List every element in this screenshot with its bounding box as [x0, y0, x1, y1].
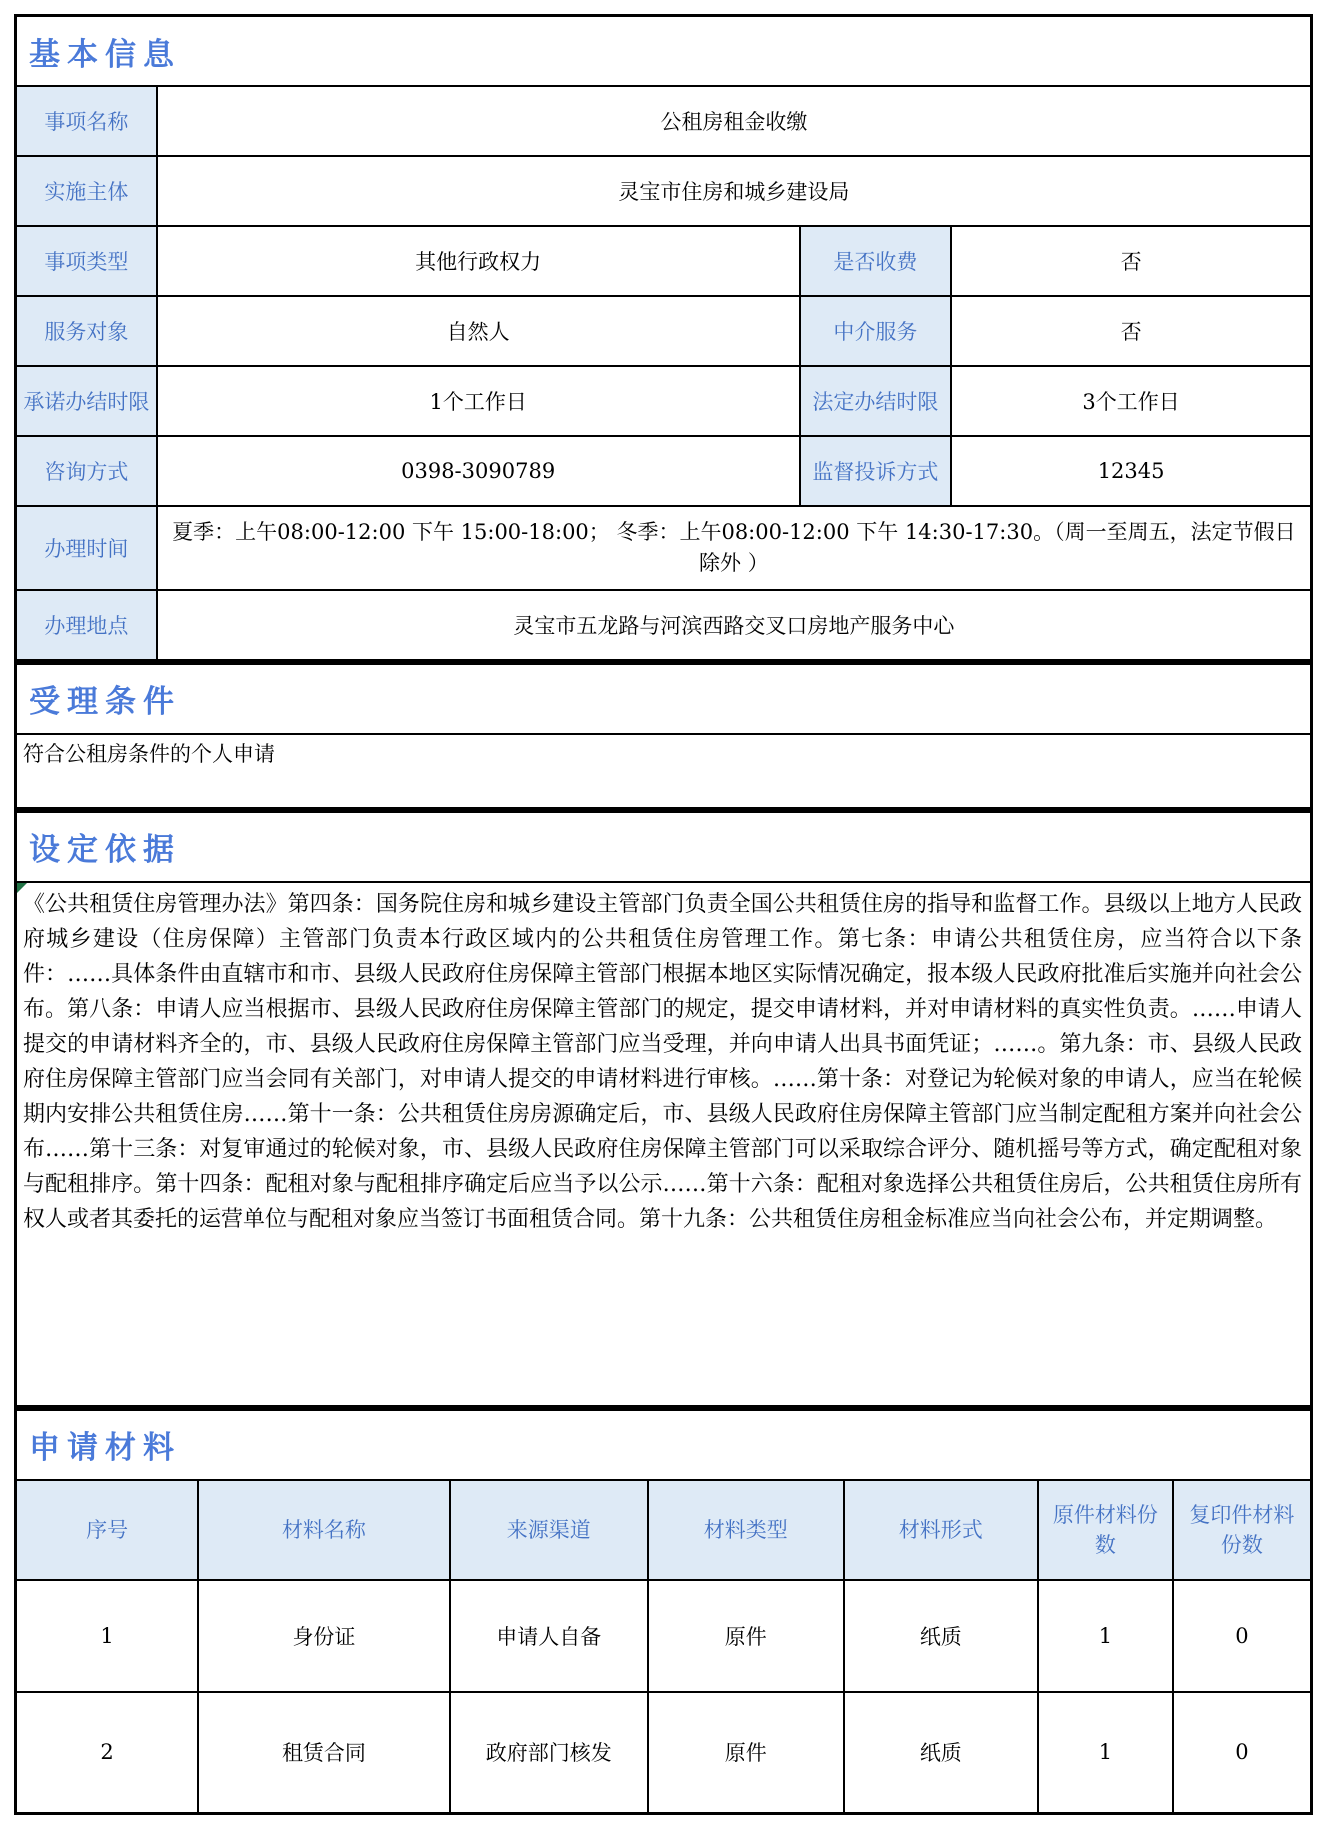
- materials-col-header-photocopy-copies: 复印件材料份数: [1173, 1480, 1312, 1580]
- field-label-statutory-time-limit: 法定办结时限: [800, 366, 952, 436]
- basis-content: 《公共租赁住房管理办法》第四条：国务院住房和城乡建设主管部门负责全国公共租赁住房的指导和监督工作。县级以上地方人民政府城乡建设（住房保障）主管部门负责本行政区域内的公共租赁住房管理工作。第七条：申请公共租赁住房，应当符合以下条件：……具体条件由直辖市和市、县级人民政府住房保障主管部门根据本地区实际情况确定，报本级人民政府批准后实施并向社会公布。第八条：申请人应当根据市、县级人民政府住房保障主管部门的规定，提交申请材料，并对申请材料的真实性负责。……申请人提交的申请材料齐全的，市、县级人民政府住房保障主管部门应当受理，并向申请人出具书面凭证；……。第九条：市、县级人民政府住房保障主管部门应当会同有关部门，对申请人提交的申请材料进行审核。……第十条：对登记为轮候对象的申请人，应当在轮候期内安排公共租赁住房……第十一条：公共租赁住房房源确定后，市、县级人民政府住房保障主管部门应当制定配租方案并向社会公布……第十三条：对复审通过的轮候对象，市、县级人民政府住房保障主管部门可以采取综合评分、随机摇号等方式，确定配租对象与配租排序。第十四条：配租对象与配租排序确定后应当予以公示……第十六条：配租对象选择公共租赁住房后，公共租赁住房所有权人或者其委托的运营单位与配租对象应当签订书面租赁合同。第十九条：公共租赁住房租金标准应当向社会公布，并定期调整。: [23, 891, 1302, 1232]
- material-photocopy-copies: 0: [1173, 1580, 1312, 1692]
- material-original-copies: 1: [1038, 1580, 1173, 1692]
- field-label-promised-time-limit: 承诺办结时限: [16, 366, 157, 436]
- materials-header-row: [16, 1480, 1312, 1580]
- material-name: 租赁合同: [198, 1692, 449, 1814]
- field-label-implementing-body: 实施主体: [16, 156, 157, 226]
- materials-col-header-name: 材料名称: [198, 1480, 449, 1580]
- field-value-implementing-body: 灵宝市住房和城乡建设局: [157, 156, 1312, 226]
- material-seq: 1: [16, 1580, 199, 1692]
- material-original-copies: 1: [1038, 1692, 1173, 1814]
- field-label-processing-location: 办理地点: [16, 590, 157, 660]
- basic-info-title-cell: [16, 16, 1312, 87]
- material-seq: 2: [16, 1692, 199, 1814]
- field-value-service-object: 自然人: [157, 296, 800, 366]
- field-label-intermediary-service: 中介服务: [800, 296, 952, 366]
- material-source: 申请人自备: [450, 1580, 648, 1692]
- materials-col-header-type: 材料类型: [648, 1480, 844, 1580]
- field-value-processing-hours: 夏季：上午08:00-12:00 下午 15:00-18:00； 冬季：上午08:00-12:00 下午 14:30-17:30。（周一至周五，法定节假日除外 ）: [157, 506, 1312, 590]
- field-value-processing-location: 灵宝市五龙路与河滨西路交叉口房地产服务中心: [157, 590, 1312, 660]
- material-type: 原件: [648, 1692, 844, 1814]
- basis-section: [14, 810, 1313, 1408]
- section-title-basis: 设定依据: [29, 832, 181, 868]
- field-label-processing-hours: 办理时间: [16, 506, 157, 590]
- field-value-item-name: 公租房租金收缴: [157, 86, 1312, 156]
- field-value-promised-time-limit: 1个工作日: [157, 366, 800, 436]
- basic-info-section: [14, 14, 1313, 662]
- field-value-statutory-time-limit: 3个工作日: [951, 366, 1311, 436]
- field-label-fee-charged: 是否收费: [800, 226, 952, 296]
- field-value-fee-charged: 否: [951, 226, 1311, 296]
- section-title-basic-info: 基本信息: [29, 36, 181, 73]
- field-value-intermediary-service: 否: [951, 296, 1311, 366]
- materials-table-row: [16, 1692, 1312, 1814]
- materials-col-header-original-copies: 原件材料份数: [1038, 1480, 1173, 1580]
- field-label-consultation-method: 咨询方式: [16, 436, 157, 506]
- material-photocopy-copies: 0: [1173, 1692, 1312, 1814]
- section-title-materials: 申请材料: [29, 1430, 181, 1466]
- acceptance-section: [14, 662, 1313, 810]
- material-name: 身份证: [198, 1580, 449, 1692]
- material-type: 原件: [648, 1580, 844, 1692]
- materials-table-row: [16, 1580, 1312, 1692]
- materials-title-cell: [16, 1409, 1312, 1480]
- material-source: 政府部门核发: [450, 1692, 648, 1814]
- material-form: 纸质: [844, 1580, 1038, 1692]
- basis-content-cell: [16, 882, 1312, 1407]
- field-value-complaint-hotline: 12345: [951, 436, 1311, 506]
- acceptance-title-cell: [16, 663, 1312, 734]
- materials-col-header-form: 材料形式: [844, 1480, 1038, 1580]
- materials-col-header-source: 来源渠道: [450, 1480, 648, 1580]
- acceptance-content: 符合公租房条件的个人申请: [16, 734, 1312, 809]
- cell-corner-marker-icon: [17, 883, 27, 893]
- section-title-acceptance: 受理条件: [29, 684, 181, 720]
- field-label-item-name: 事项名称: [16, 86, 157, 156]
- materials-col-header-seq: 序号: [16, 1480, 199, 1580]
- field-label-service-object: 服务对象: [16, 296, 157, 366]
- field-label-complaint-method: 监督投诉方式: [800, 436, 952, 506]
- field-label-item-type: 事项类型: [16, 226, 157, 296]
- materials-section: [14, 1408, 1313, 1816]
- field-value-item-type: 其他行政权力: [157, 226, 800, 296]
- basis-title-cell: [16, 811, 1312, 882]
- material-form: 纸质: [844, 1692, 1038, 1814]
- field-value-consultation-phone: 0398-3090789: [157, 436, 800, 506]
